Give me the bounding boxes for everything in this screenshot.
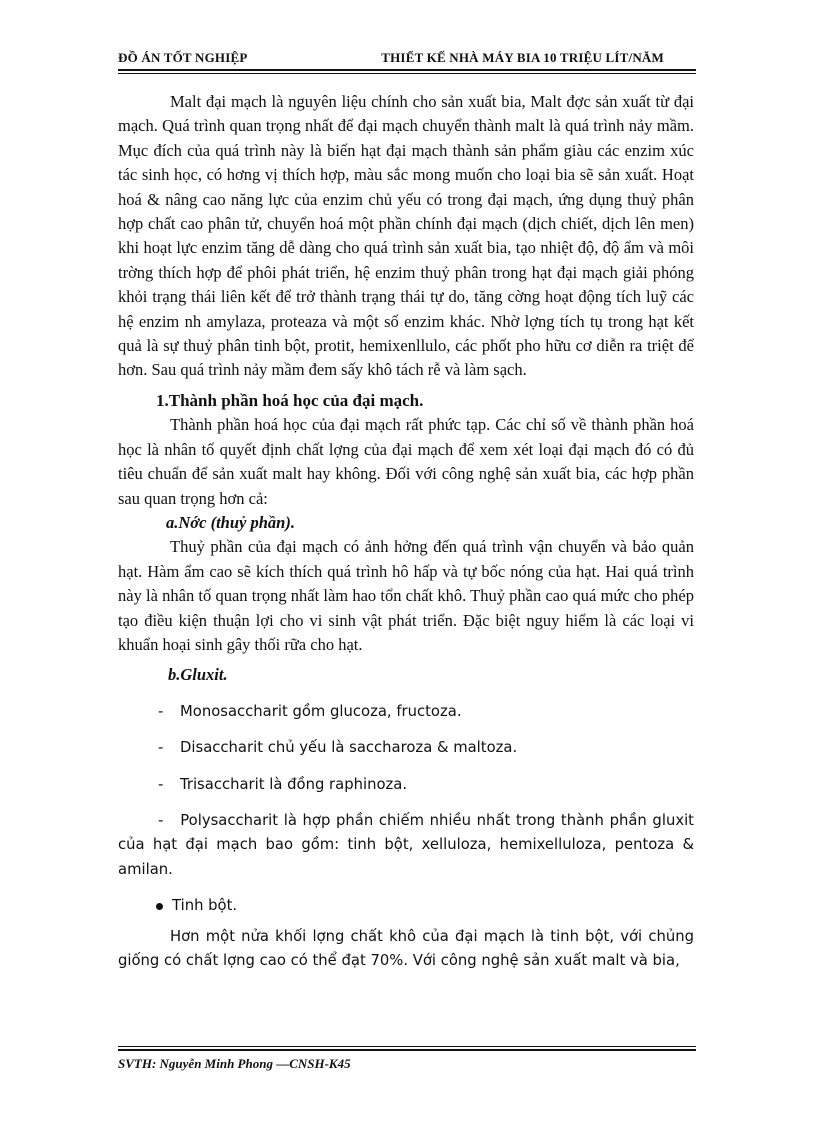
subheading-a: a.Nớc (thuỷ phần). (166, 512, 295, 532)
list-item (118, 773, 694, 797)
footer-rule-thin (118, 1046, 696, 1047)
header-rule-thick (118, 69, 696, 71)
bullet-dot-icon (156, 903, 163, 910)
list-item (118, 700, 694, 724)
bullet-item-text: Tinh bột. (172, 897, 238, 915)
list-item (118, 736, 694, 760)
section-1-paragraph: Thành phần hoá học của đại mạch rất phức tạp. Các chỉ số về thành phần hoá học là nhân tố quyết định chất lợng của đại mạch để xem xét loại đại mạch đó có đủ tiêu chuẩn để sản xuất malt hay không. Đối với công nghệ sản xuất bia, các hợp phần sau quan trọng hơn cả: (118, 415, 694, 508)
dash-marker: - (158, 702, 164, 720)
subsection-a-paragraph: Thuỷ phần của đại mạch có ảnh hởng đến quá trình vận chuyển và bảo quản hạt. Hàm ẩm cao sẽ kích thích quá trình hô hấp và tự bốc nóng của hạt. Hai quá trình này là nhân tố quan trọng nhất làm hao tổn chất khô. Thuỷ phần cao quá mức cho phép tạo điều kiện thuận lợi cho vi sinh vật phát triển. Đặc biệt nguy hiểm là các loại vi khuẩn hoại sinh gây thối rữa cho hạt. (118, 537, 694, 654)
header-left-title: ĐỒ ÁN TỐT NGHIỆP (118, 50, 248, 65)
list-item (118, 809, 694, 882)
subheading-b: b.Gluxit. (168, 665, 228, 685)
header-rule-thin (118, 73, 696, 74)
bullet-item (118, 894, 694, 918)
dash-marker: - (158, 739, 164, 757)
page-header (118, 46, 696, 72)
list-item-text: Monosaccharit gồm glucoza, fructoza. (180, 702, 462, 720)
footer-author: SVTH: Nguyễn Minh Phong —CNSH-K45 (118, 1056, 351, 1071)
closing-paragraph: Hơn một nửa khối lợng chất khô của đại mạch là tinh bột, với chủng giống có chất lợng cao có thể đạt 70%. Với công nghệ sản xuất malt và bia, (118, 927, 694, 969)
list-item-text: Trisaccharit là đồng raphinoza. (180, 775, 408, 793)
list-item-text: Polysaccharit là hợp phần chiếm nhiều nhất trong thành phần gluxit của hạt đại mạch bao gồm: tinh bột, xelluloza, hemixelluloza, pentoza & amilan. (118, 811, 694, 878)
section-heading-1: 1.Thành phần hoá học của đại mạch. (156, 390, 424, 410)
list-item-text: Disaccharit chủ yếu là saccharoza & maltoza. (180, 739, 518, 757)
dash-marker: - (158, 775, 164, 793)
page-body (118, 90, 694, 973)
page-footer (118, 1046, 696, 1086)
intro-paragraph: Malt đại mạch là nguyên liệu chính cho sản xuất bia, Malt đợc sản xuất từ đại mạch. Quá trình quan trọng nhất để đại mạch chuyển thành malt là quá trình nảy mầm. Mục đích của quá trình này là biến hạt đại mạch thành sản phẩm giàu các enzim xúc tác sinh học, có hơng vị thích hợp, màu sắc mong muốn cho loại bia sẽ sản xuất. Hoạt hoá & nâng cao năng lực của enzim chủ yếu có trong đại mạch, ứng dụng thuỷ phân hợp chất cao phân tử, chuyển hoá một phần chính đại mạch (dịch chiết, dịch lên men) khi hoạt lực enzim tăng dễ dàng cho quá trình sản xuất bia, tạo nhiệt độ, độ ẩm và môi trờng thích hợp để phôi phát triển, hệ enzim thuỷ phân trong hạt đại mạch giải phóng khỏi trạng thái liên kết để trở thành trạng thái tự do, tăng cờng hoạt động tích luỹ các hệ enzim nh amylaza, proteaza và một số enzim khác. Nhờ lợng tích tụ trong hạt kết quả là sự thuỷ phân tinh bột, protit, hemixenllulo, các phốt pho hữu cơ diễn ra triệt để hơn. Sau quá trình nảy mầm đem sấy khô tách rễ và làm sạch. (118, 92, 694, 380)
header-right-title: THIẾT KẾ NHÀ MÁY BIA 10 TRIỆU LÍT/NĂM (381, 50, 664, 65)
dash-marker: - (158, 811, 164, 829)
footer-rule-thick (118, 1049, 696, 1051)
